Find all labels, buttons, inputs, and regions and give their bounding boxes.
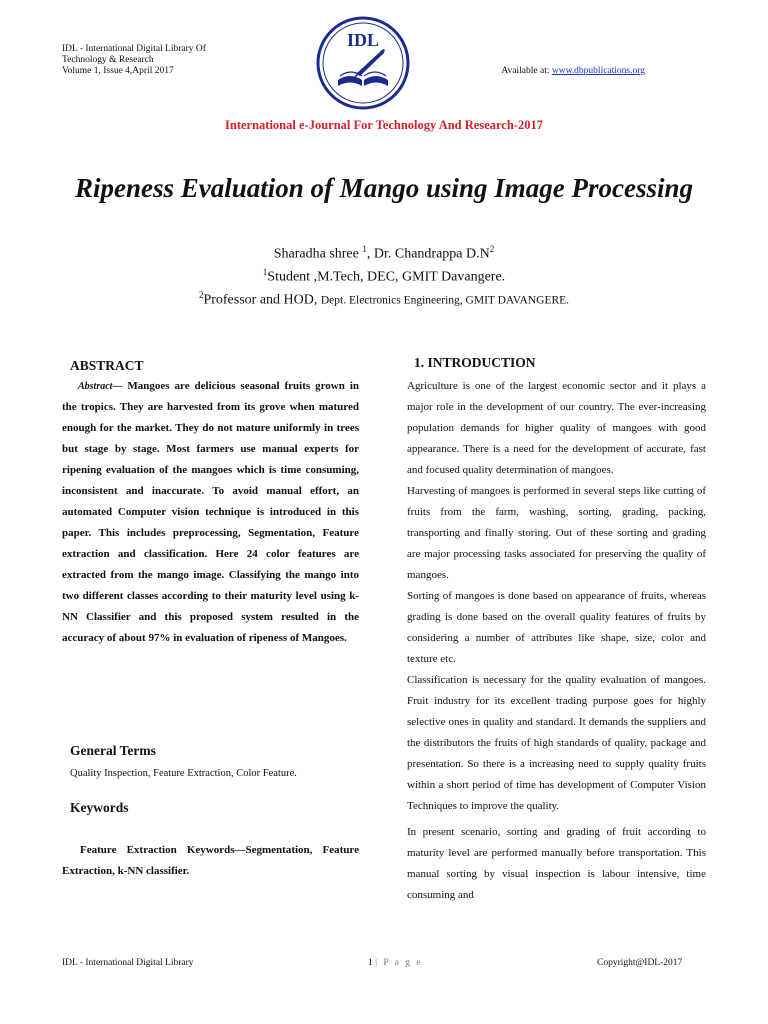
journal-name-line1: IDL - International Digital Library Of [62, 44, 206, 54]
paper-title: Ripeness Evaluation of Mango using Image Processing [74, 173, 694, 203]
introduction-body [407, 376, 706, 906]
availability [501, 66, 645, 76]
journal-title: International e-Journal For Technology And Research-2017 [225, 118, 543, 132]
volume-issue: Volume 1, Issue 4,April 2017 [62, 66, 174, 76]
affiliation-2-role: Professor and HOD, [203, 292, 321, 308]
author-2-sup: 2 [489, 244, 495, 254]
availability-label: Available at: [501, 66, 552, 76]
page-label: | P a g e [375, 958, 423, 968]
affiliation-1-sup: 1 [262, 267, 268, 277]
journal-info [62, 44, 242, 77]
publisher-link[interactable]: www.dbpublications.org [551, 66, 645, 76]
keywords-text [62, 840, 359, 882]
abstract-lead: Abstract— [78, 381, 123, 392]
introduction-heading: 1. INTRODUCTION [414, 355, 536, 370]
intro-paragraph: In present scenario, sorting and grading of fruit according to maturity level are performed manually before transportation. This manual sorting by visual inspection is labour intensive, time consuming and [407, 826, 706, 901]
affiliation-2-sup: 2 [198, 290, 204, 300]
idl-logo [316, 16, 410, 110]
intro-paragraph: Classification is necessary for the quality evaluation of mangoes. Fruit industry for its excellent trading purpose goes for highly selective ones in quality and standard. It demands the suppliers and the distributors the fruits of high standards of quality, package and presentation. So there is a increasing need to supply quality fruits within a short period of time has development of Computer Vision Techniques to improve the quality. [407, 674, 706, 812]
author-1: Sharadha shree [273, 246, 363, 262]
footer-copyright: Copyright@IDL-2017 [597, 958, 683, 968]
logo-text: IDL [346, 30, 380, 50]
general-terms-heading: General Terms [70, 743, 156, 758]
authors [0, 244, 768, 263]
abstract-heading: ABSTRACT [70, 358, 144, 373]
affiliation-1-text: Student ,M.Tech, DEC, GMIT Davangere. [267, 269, 506, 285]
intro-paragraph: Agriculture is one of the largest economic sector and it plays a major role in the development of our country. The ever-increasing population demands for higher quality of mangoes with good appearance. There is a need for the development of accurate, fast and focused quality determination of mangoes. [407, 380, 706, 476]
affiliation-1 [0, 267, 768, 286]
affiliation-2-dept: Dept. Electronics Engineering, GMIT DAVANGERE. [320, 294, 570, 307]
page-number [368, 958, 423, 968]
general-terms-text: Quality Inspection, Feature Extraction, Color Feature. [70, 768, 297, 779]
keywords-heading: Keywords [70, 800, 129, 815]
abstract-body [62, 376, 359, 649]
author-1-sup: 1 [362, 244, 367, 254]
keywords-body: Feature Extraction Keywords—Segmentation, Feature Extraction, k-NN classifier. [62, 844, 359, 877]
intro-paragraph: Sorting of mangoes is done based on appearance of fruits, whereas grading is done based on the overall quality features of fruits by considering a number of attributes like shape, size, color and texture etc. [407, 590, 706, 665]
journal-name-line2: Technology & Research [62, 55, 154, 65]
abstract-text: Mangoes are delicious seasonal fruits grown in the tropics. They are harvested from its grove when matured enough for the market. They do not mature uniformly in trees but stage by stage. Most farmers use manual experts for ripening evaluation of the mangoes which is time consuming, inconsistent and inaccurate. To avoid manual effort, an automated Computer vision technique is introduced in this paper. This includes preprocessing, Segmentation, Feature extraction and classification. Here 24 color features are extracted from the mango image. Classifying the mango into two different classes according to their maturity level using k-NN Classifier and this proposed system resulted in the accuracy of about 97% in evaluation of ripeness of Mangoes. [62, 380, 359, 644]
affiliation-2 [0, 290, 768, 309]
footer-left: IDL - International Digital Library [62, 958, 194, 968]
page-number-value: 1 [368, 958, 373, 968]
intro-paragraph: Harvesting of mangoes is performed in several steps like cutting of fruits from the farm, washing, sorting, grading, packing, transporting and finally storing. Out of these sorting and grading are major processing tasks associated for preserving the quality of mangoes. [407, 485, 706, 581]
author-2: , Dr. Chandrappa D.N [366, 246, 490, 262]
